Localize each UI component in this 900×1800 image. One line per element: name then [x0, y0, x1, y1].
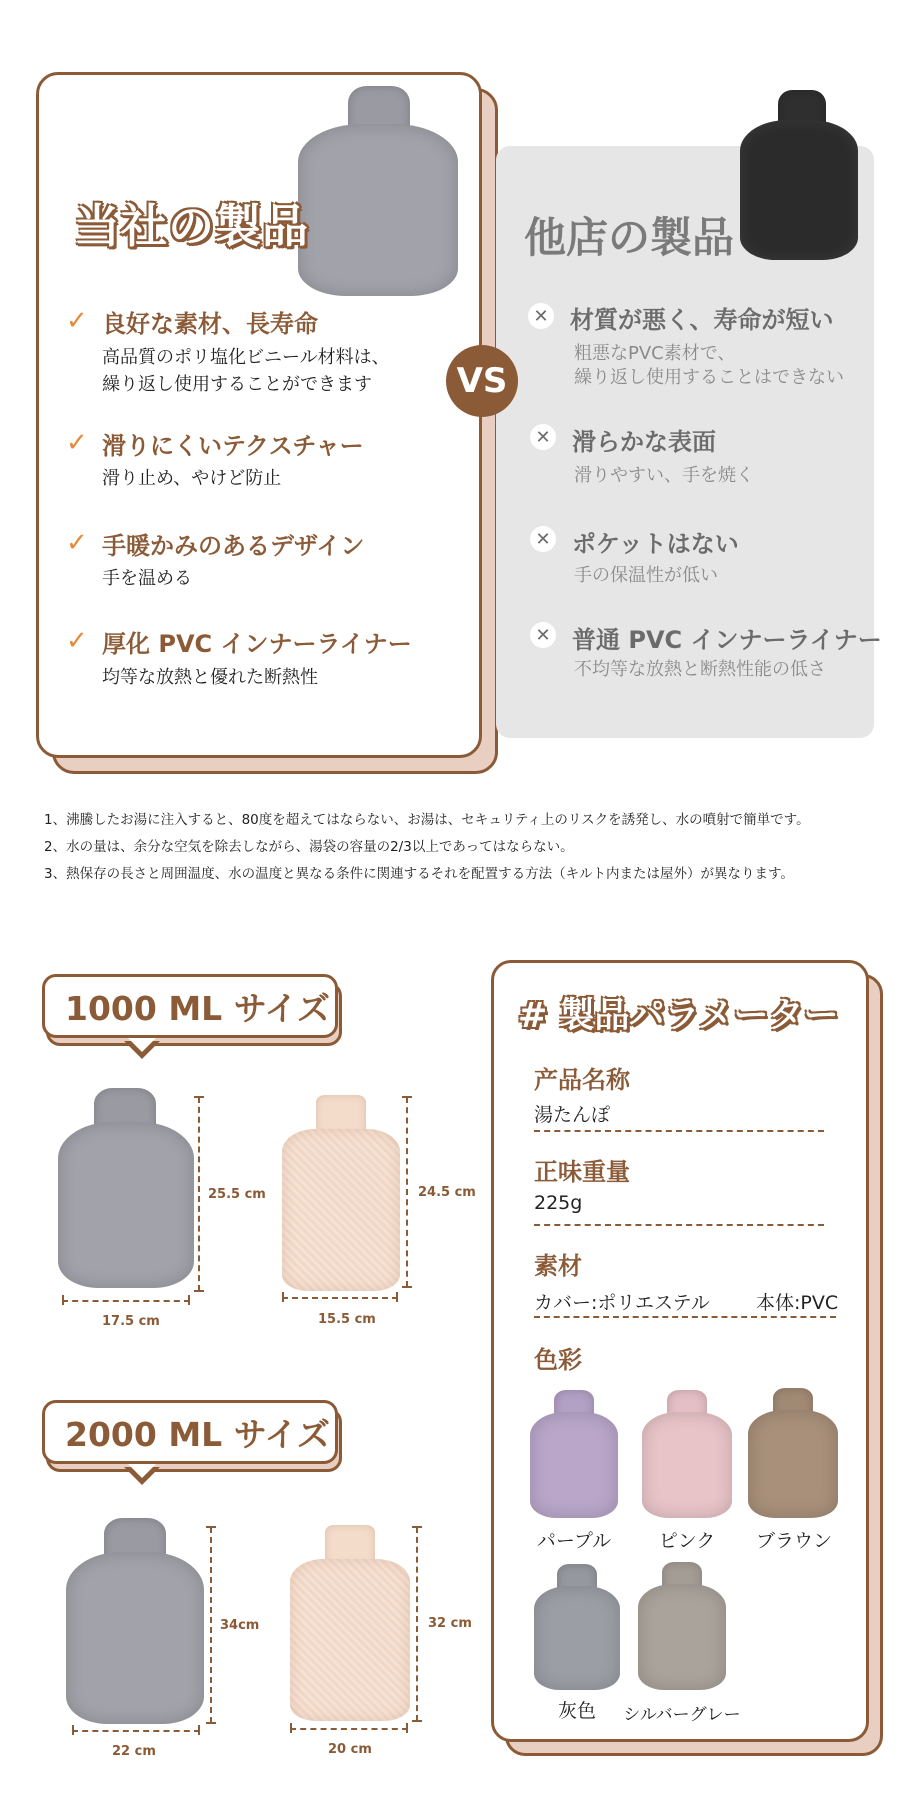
cover-height-label: 34cm	[220, 1618, 260, 1633]
dimension-tick	[188, 1295, 190, 1305]
bag-height-label: 24.5 cm	[418, 1185, 476, 1200]
our-feature-desc: 高品質のポリ塩化ビニール材料は、	[102, 347, 390, 368]
color-label-purple: パープル	[536, 1530, 612, 1552]
height-dimension-line	[210, 1527, 212, 1723]
height-dimension-line	[406, 1097, 408, 1287]
param-divider	[534, 1224, 824, 1226]
competitor-feature-desc: 手の保温性が低い	[574, 565, 718, 586]
height-dimension-line	[198, 1097, 200, 1291]
dimension-tick	[402, 1286, 412, 1288]
silver-gray-plush-bottle-image	[638, 1562, 726, 1690]
bag-width-label: 15.5 cm	[318, 1312, 376, 1327]
bag-height-label: 32 cm	[428, 1616, 472, 1631]
competitor-feature-desc: 滑りやすい、手を焼く	[574, 465, 754, 486]
checkmark-icon: ✓	[66, 528, 88, 558]
gray-plush-bottle-image	[298, 86, 458, 296]
cover-width-label: 17.5 cm	[102, 1314, 160, 1329]
size-label-2000ml: 2000 ML サイズ	[42, 1400, 338, 1464]
our-feature-desc: 均等な放熱と優れた断熱性	[102, 667, 318, 688]
color-label-brown: ブラウン	[755, 1530, 832, 1552]
dimension-tick	[194, 1096, 204, 1098]
black-plush-bottle-image	[740, 90, 858, 260]
dimension-tick	[412, 1526, 422, 1528]
dimension-tick	[198, 1725, 200, 1735]
param-divider	[534, 1130, 824, 1132]
competitor-feature-title: ポケットはない	[572, 530, 739, 558]
x-icon: ✕	[530, 622, 556, 648]
dimension-tick	[412, 1720, 422, 1722]
our-feature-title: 手暖かみのあるデザイン	[102, 532, 365, 560]
our-feature-desc: 繰り返し使用することができます	[102, 374, 372, 395]
dimension-tick	[402, 1096, 412, 1098]
competitor-feature-desc: 粗悪なPVC素材で、	[574, 343, 736, 364]
cover-width-label: 22 cm	[112, 1744, 156, 1759]
our-feature-desc: 滑り止め、やけど防止	[102, 468, 282, 489]
width-dimension-line	[62, 1300, 190, 1302]
color-label-pink: ピンク	[658, 1530, 716, 1552]
dimension-tick	[72, 1725, 74, 1735]
width-dimension-line	[72, 1730, 200, 1732]
usage-note: 1、沸騰したお湯に注入すると、80度を超えてはならない、お湯は、セキュリティ上のリスクを誘発し、水の噴射で簡単です。	[44, 812, 810, 828]
material-body-value: 本体:PVC	[756, 1292, 839, 1314]
competitor-product-title: 他店の製品	[524, 213, 735, 262]
competitor-feature-desc: 繰り返し使用することはできない	[574, 367, 844, 388]
competitor-feature-title: 材質が悪く、寿命が短い	[570, 306, 834, 334]
dimension-tick	[396, 1292, 398, 1302]
competitor-feature-desc: 不均等な放熱と断熱性能の低さ	[574, 659, 826, 680]
inner-bag-1000ml-image	[282, 1095, 400, 1291]
purple-plush-bottle-image	[530, 1390, 618, 1518]
our-feature-desc: 手を温める	[102, 568, 192, 589]
x-icon: ✕	[530, 526, 556, 552]
our-feature-title: 良好な素材、長寿命	[102, 310, 318, 338]
gray-cover-1000ml-image	[58, 1088, 194, 1288]
inner-bag-2000ml-image	[290, 1525, 410, 1721]
pink-plush-bottle-image	[642, 1390, 732, 1518]
x-icon: ✕	[528, 303, 554, 329]
weight-label: 正味重量	[534, 1158, 630, 1186]
brown-plush-bottle-image	[748, 1388, 838, 1518]
size-label-1000ml: 1000 ML サイズ	[42, 974, 338, 1038]
params-title: # 製品パラメーター	[518, 996, 839, 1036]
color-label-silver-gray: シルバーグレー	[623, 1705, 741, 1725]
material-label: 素材	[534, 1252, 582, 1280]
competitor-feature-title: 滑らかな表面	[572, 428, 716, 456]
dimension-tick	[62, 1295, 64, 1305]
checkmark-icon: ✓	[66, 428, 88, 458]
usage-note: 3、熱保存の長さと周囲温度、水の温度と異なる条件に関連するそれを配置する方法（キルト内または屋外）が異なります。	[44, 866, 794, 882]
weight-value: 225g	[534, 1192, 583, 1214]
product-name-value: 湯たんぽ	[534, 1104, 611, 1126]
checkmark-icon: ✓	[66, 306, 88, 336]
our-feature-title: 滑りにくいテクスチャー	[102, 432, 364, 460]
height-dimension-line	[416, 1527, 418, 1721]
material-cover-value: カバー:ポリエステル	[534, 1292, 710, 1314]
product-name-label: 产品名称	[534, 1066, 630, 1094]
x-icon: ✕	[530, 424, 556, 450]
gray-plush-bottle-swatch-image	[534, 1564, 620, 1690]
width-dimension-line	[282, 1297, 398, 1299]
dimension-tick	[406, 1723, 408, 1733]
dimension-tick	[206, 1722, 216, 1724]
colors-label: 色彩	[534, 1346, 582, 1374]
size-label-pointer-inner	[128, 1464, 156, 1478]
competitor-feature-title: 普通 PVC インナーライナー	[572, 626, 882, 654]
bag-width-label: 20 cm	[328, 1742, 372, 1757]
dimension-tick	[290, 1723, 292, 1733]
our-feature-title: 厚化 PVC インナーライナー	[102, 630, 412, 658]
color-label-gray: 灰色	[557, 1700, 596, 1722]
dimension-tick	[282, 1292, 284, 1302]
gray-cover-2000ml-image	[66, 1518, 204, 1724]
cover-height-label: 25.5 cm	[208, 1187, 266, 1202]
usage-note: 2、水の量は、余分な空気を除去しながら、湯袋の容量の2/3以上であってはならない。	[44, 839, 574, 855]
vs-badge: VS	[446, 345, 518, 417]
dimension-tick	[206, 1526, 216, 1528]
param-divider	[534, 1316, 836, 1318]
our-product-title: 当社の製品	[74, 199, 309, 253]
dimension-tick	[194, 1290, 204, 1292]
size-label-pointer-inner	[128, 1038, 156, 1052]
width-dimension-line	[290, 1728, 408, 1730]
checkmark-icon: ✓	[66, 626, 88, 656]
